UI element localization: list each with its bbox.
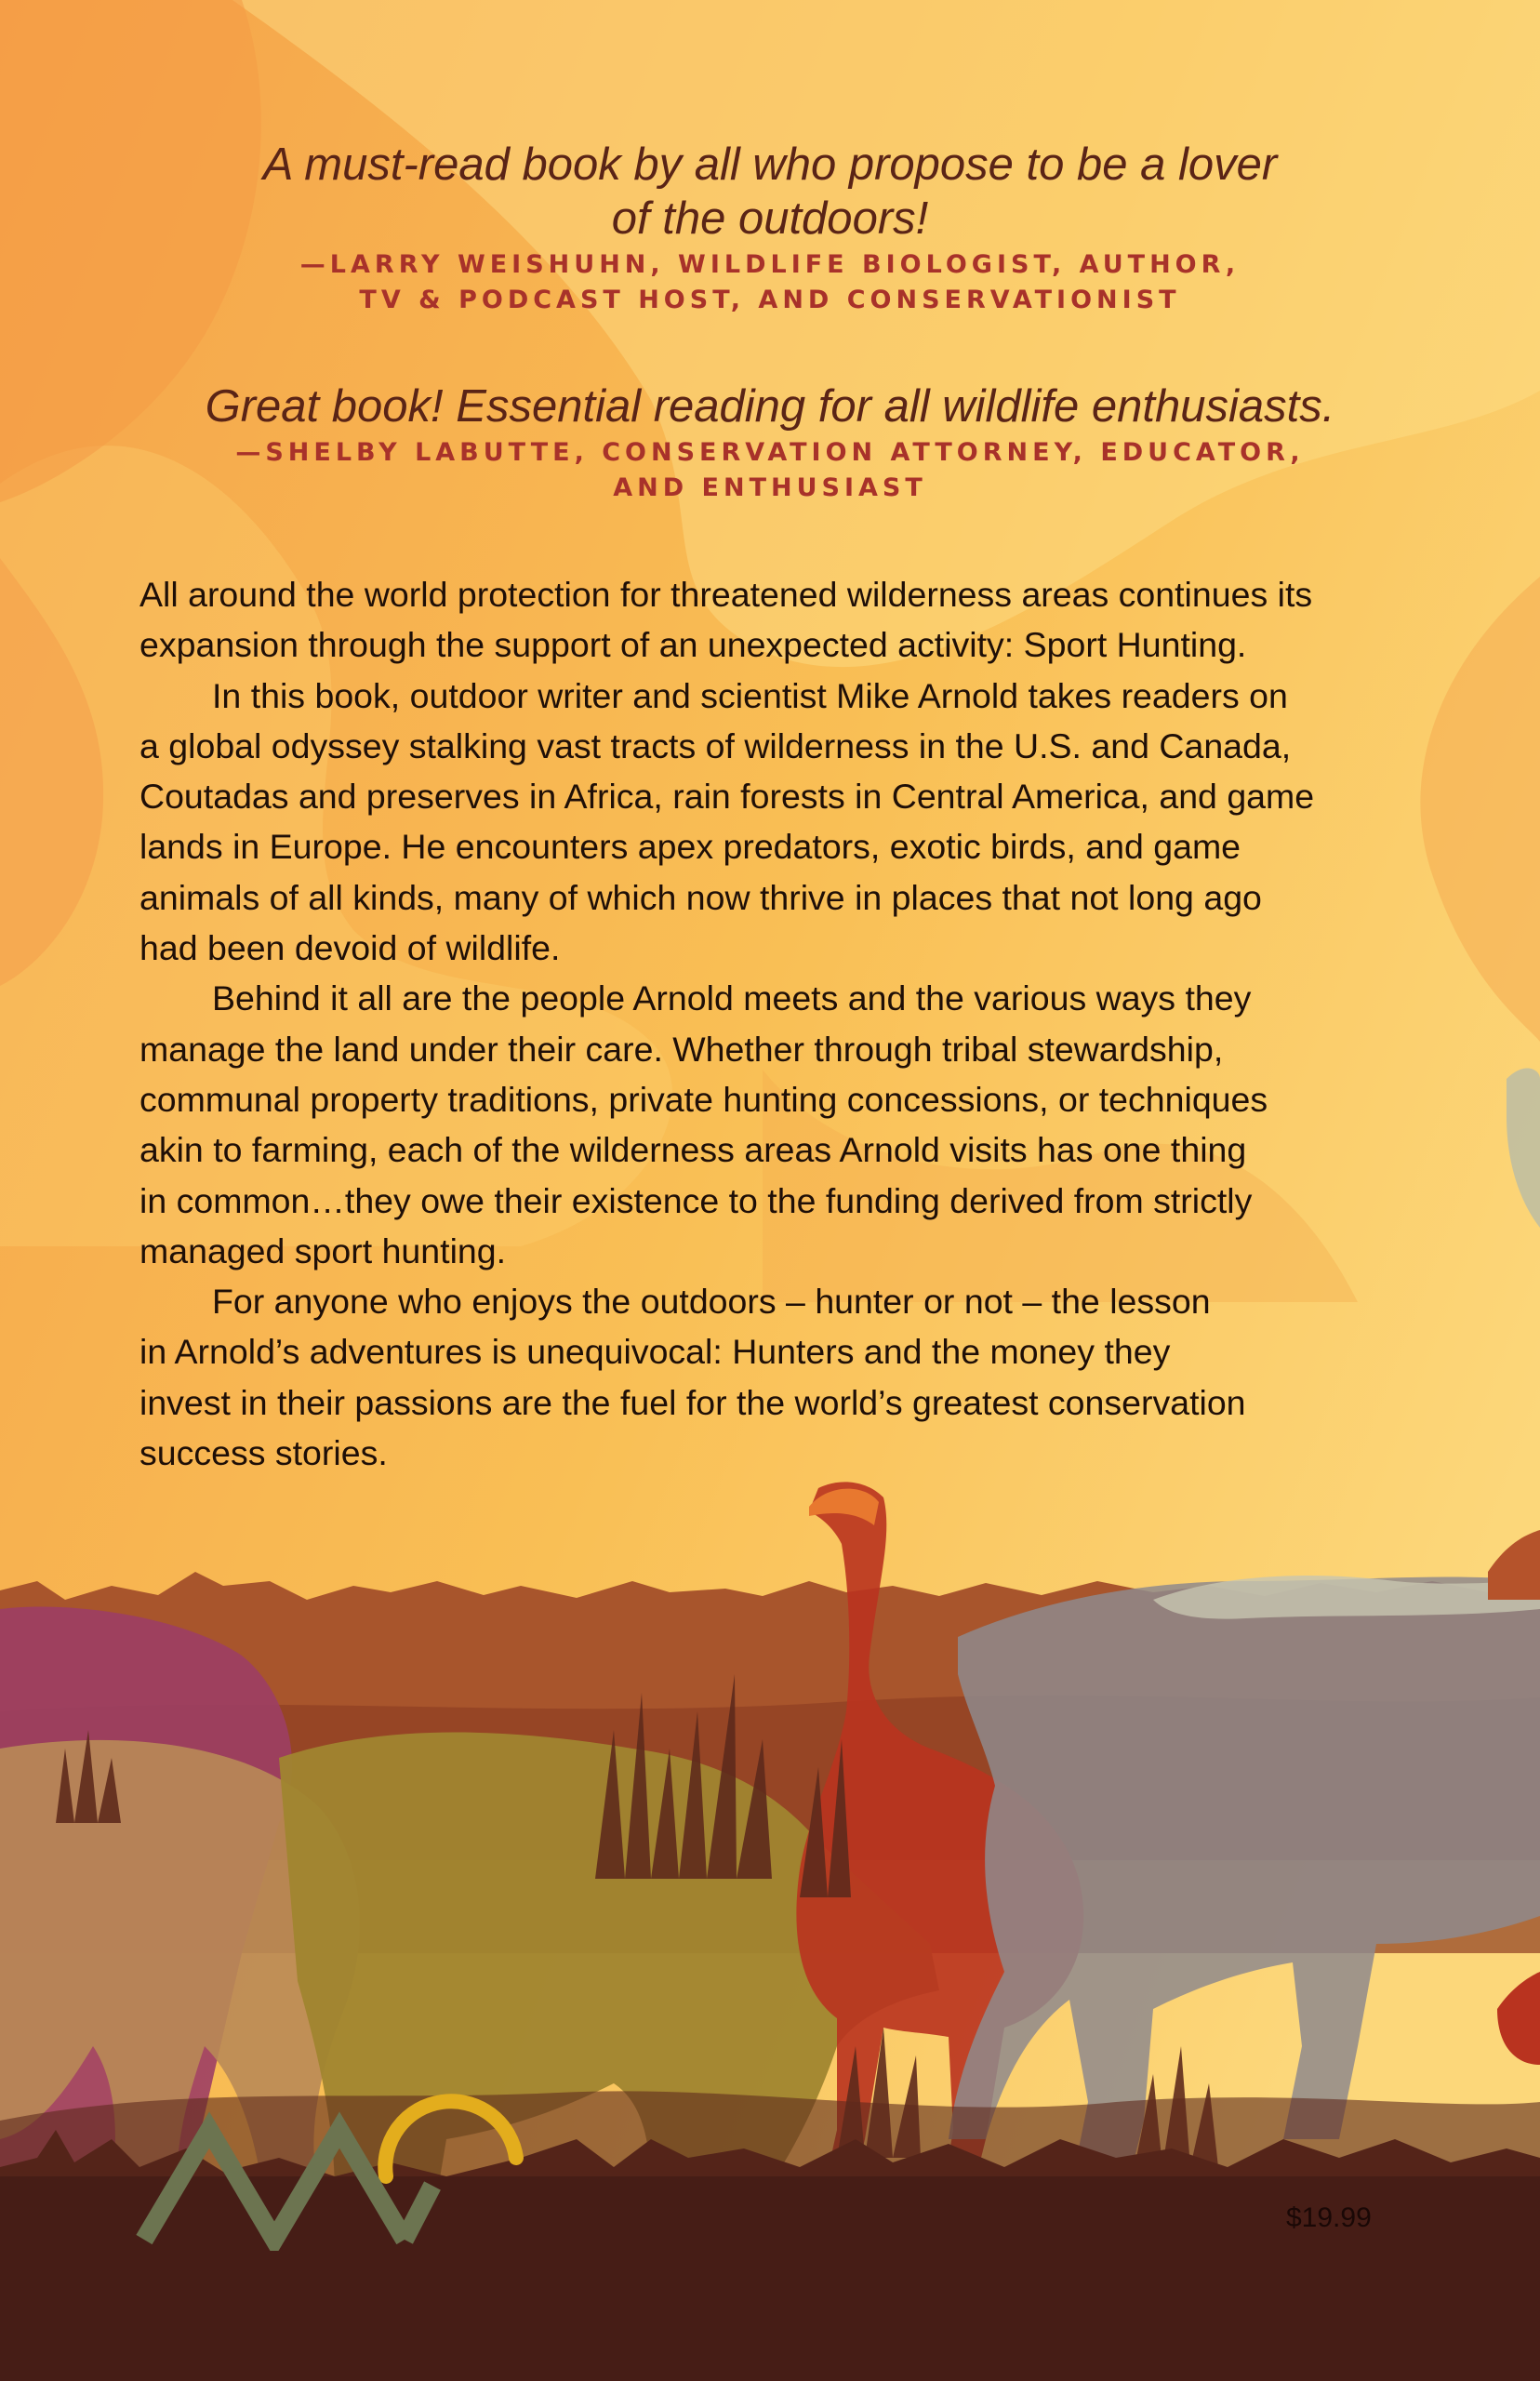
attribution-line: TV & PODCAST HOST, AND CONSERVATIONIST xyxy=(359,286,1181,314)
description-line: managed sport hunting. xyxy=(139,1230,507,1270)
description-paragraph xyxy=(139,1276,1414,1478)
description-line: expansion through the support of an unexpected activity: Sport Hunting. xyxy=(139,625,1247,665)
description-line: Behind it all are the people Arnold meets and the various ways they xyxy=(212,978,1252,1018)
quote-text xyxy=(112,379,1428,433)
endorsement-quote xyxy=(112,379,1428,506)
description-line: All around the world protection for threatened wilderness areas continues its xyxy=(139,575,1313,614)
description-line: in Arnold’s adventures is unequivocal: Hunters and the money they xyxy=(139,1332,1171,1372)
endorsement-quote xyxy=(112,138,1428,318)
description-line: lands in Europe. He encounters apex predators, exotic birds, and game xyxy=(139,827,1241,867)
publisher-logo xyxy=(135,2046,544,2251)
description-line: manage the land under their care. Whether through tribal stewardship, xyxy=(139,1029,1224,1069)
quote-text xyxy=(112,138,1428,246)
description-line: success stories. xyxy=(139,1433,388,1473)
description-line: Coutadas and preserves in Africa, rain forests in Central America, and game xyxy=(139,777,1315,817)
quote-attribution xyxy=(112,247,1428,318)
logo-peaks xyxy=(144,2130,405,2240)
description-line: In this book, outdoor writer and scientist Mike Arnold takes readers on xyxy=(212,675,1288,715)
description-line: a global odyssey stalking vast tracts of wilderness in the U.S. and Canada, xyxy=(139,725,1292,765)
quote-line: of the outdoors! xyxy=(611,193,929,244)
description-line: invest in their passions are the fuel for the world’s greatest conservation xyxy=(139,1382,1246,1422)
book-description xyxy=(139,569,1414,1478)
description-paragraph xyxy=(139,973,1414,1276)
description-line: akin to farming, each of the wilderness areas Arnold visits has one thing xyxy=(139,1130,1247,1170)
logo-peak-right xyxy=(405,2186,432,2240)
quote-line: Great book! Essential reading for all wildlife enthusiasts. xyxy=(205,381,1335,432)
attribution-line: AND ENTHUSIAST xyxy=(613,473,927,502)
description-line: For anyone who enjoys the outdoors – hunter or not – the lesson xyxy=(212,1282,1211,1322)
logo-ring xyxy=(385,2101,516,2176)
description-paragraph xyxy=(139,569,1414,671)
attribution-line: —LARRY WEISHUHN, WILDLIFE BIOLOGIST, AUTHOR, xyxy=(299,250,1241,279)
description-line: animals of all kinds, many of which now thrive in places that not long ago xyxy=(139,877,1262,917)
description-line: communal property traditions, private hunting concessions, or techniques xyxy=(139,1079,1268,1119)
description-line: had been devoid of wildlife. xyxy=(139,928,561,968)
quote-attribution xyxy=(112,435,1428,506)
description-paragraph xyxy=(139,671,1414,974)
description-line: in common…they owe their existence to the funding derived from strictly xyxy=(139,1180,1253,1220)
price-label: $19.99 xyxy=(1286,2202,1372,2233)
attribution-line: —SHELBY LABUTTE, CONSERVATION ATTORNEY, EDUCATOR, xyxy=(235,438,1305,467)
quote-line: A must-read book by all who propose to be a lover xyxy=(262,140,1278,190)
